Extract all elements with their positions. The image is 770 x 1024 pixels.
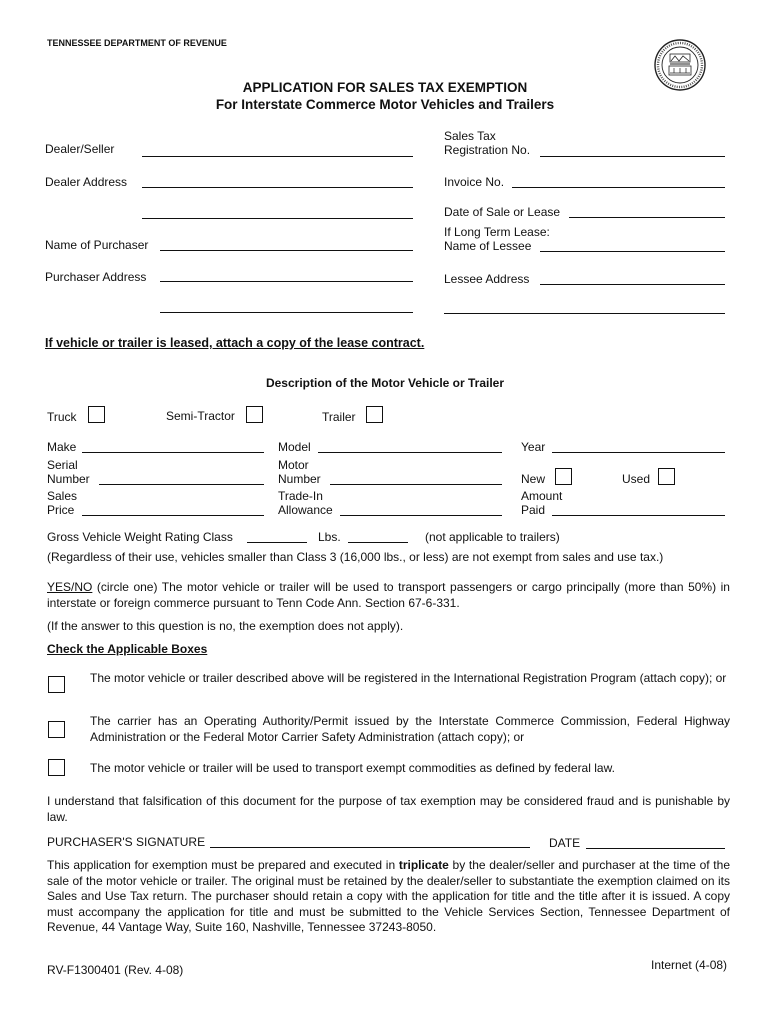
sales-tax-label-2: Registration No. bbox=[444, 143, 531, 157]
year-field[interactable] bbox=[552, 452, 725, 453]
lessee-address-field-2[interactable] bbox=[444, 313, 725, 314]
fraud-notice: I understand that falsification of this document for the purpose of tax exemption may be considered fraud and is punishable by law. bbox=[47, 794, 730, 824]
sales-price-label-1: Sales bbox=[47, 489, 78, 503]
sales-price-label-2: Price bbox=[47, 503, 75, 517]
dealer-address-field-2[interactable] bbox=[142, 218, 413, 219]
trade-in-label-2: Allowance bbox=[278, 503, 333, 517]
instructions-text-1: This application for exemption must be prepared and executed in bbox=[47, 858, 399, 872]
yes-no-label[interactable]: YES/NO bbox=[47, 580, 93, 594]
purchaser-address-field-2[interactable] bbox=[160, 312, 413, 313]
date-label: DATE bbox=[549, 836, 581, 850]
operating-authority-checkbox[interactable] bbox=[48, 721, 65, 738]
lbs-field[interactable] bbox=[348, 542, 408, 543]
department-name: TENNESSEE DEPARTMENT OF REVENUE bbox=[47, 38, 227, 48]
exempt-commodities-checkbox[interactable] bbox=[48, 759, 65, 776]
lessee-address-label: Lessee Address bbox=[444, 272, 530, 286]
dealer-address-field[interactable] bbox=[142, 187, 413, 188]
serial-number-field[interactable] bbox=[99, 484, 264, 485]
new-checkbox[interactable] bbox=[555, 468, 572, 485]
motor-number-field[interactable] bbox=[330, 484, 502, 485]
make-field[interactable] bbox=[82, 452, 264, 453]
trade-in-allowance-field[interactable] bbox=[340, 515, 502, 516]
dealer-seller-label: Dealer/Seller bbox=[45, 142, 115, 156]
date-of-sale-field[interactable] bbox=[569, 217, 725, 218]
instructions-paragraph bbox=[47, 858, 730, 936]
make-label: Make bbox=[47, 440, 77, 454]
serial-label-2: Number bbox=[47, 472, 90, 486]
date-of-sale-label: Date of Sale or Lease bbox=[444, 205, 561, 219]
form-number: RV-F1300401 (Rev. 4-08) bbox=[47, 963, 184, 977]
truck-label: Truck bbox=[47, 410, 77, 424]
trailer-checkbox[interactable] bbox=[366, 406, 383, 423]
check-boxes-heading: Check the Applicable Boxes bbox=[47, 642, 208, 656]
purchaser-address-label: Purchaser Address bbox=[45, 270, 147, 284]
invoice-no-label: Invoice No. bbox=[444, 175, 505, 189]
motor-label-1: Motor bbox=[278, 458, 309, 472]
vehicle-description-heading: Description of the Motor Vehicle or Trailer bbox=[265, 376, 505, 390]
sales-tax-label-1: Sales Tax bbox=[444, 129, 496, 143]
lessee-address-field[interactable] bbox=[540, 284, 725, 285]
irp-checkbox[interactable] bbox=[48, 676, 65, 693]
trade-in-label-1: Trade-In bbox=[278, 489, 323, 503]
model-label: Model bbox=[278, 440, 311, 454]
used-label: Used bbox=[622, 472, 651, 486]
year-label: Year bbox=[521, 440, 546, 454]
sales-price-field[interactable] bbox=[82, 515, 264, 516]
lease-notice: If vehicle or trailer is leased, attach a copy of the lease contract. bbox=[45, 336, 425, 350]
form-subtitle: For Interstate Commerce Motor Vehicles and Trailers bbox=[215, 97, 555, 112]
name-of-lessee-field[interactable] bbox=[540, 251, 725, 252]
new-label: New bbox=[521, 472, 546, 486]
amount-paid-field[interactable] bbox=[552, 515, 725, 516]
amount-paid-label-1: Amount bbox=[521, 489, 563, 503]
yes-no-question bbox=[47, 580, 730, 611]
serial-label-1: Serial bbox=[47, 458, 78, 472]
name-of-purchaser-field[interactable] bbox=[160, 250, 413, 251]
semi-tractor-checkbox[interactable] bbox=[246, 406, 263, 423]
truck-checkbox[interactable] bbox=[88, 406, 105, 423]
name-of-purchaser-label: Name of Purchaser bbox=[45, 238, 149, 252]
form-title: APPLICATION FOR SALES TAX EXEMPTION bbox=[242, 80, 528, 95]
instructions-triplicate: triplicate bbox=[398, 858, 449, 872]
yes-no-text: (circle one) The motor vehicle or trailer will be used to transport passengers or cargo principally (more than 50%) in interstate or foreign commerce pursuant to Tenn Code Ann. Section 67-6-331. bbox=[47, 580, 730, 610]
purchaser-signature-field[interactable] bbox=[210, 847, 530, 848]
amount-paid-label-2: Paid bbox=[521, 503, 546, 517]
irp-option-text: The motor vehicle or trailer described above will be registered in the International Registration Program (attach copy); or bbox=[90, 671, 727, 685]
dealer-seller-field[interactable] bbox=[142, 156, 413, 157]
dealer-address-label: Dealer Address bbox=[45, 175, 128, 189]
motor-label-2: Number bbox=[278, 472, 321, 486]
date-field[interactable] bbox=[586, 848, 725, 849]
exempt-commodities-option-text: The motor vehicle or trailer will be used to transport exempt commodities as defined by federal law. bbox=[90, 761, 615, 775]
gvwr-label: Gross Vehicle Weight Rating Class bbox=[47, 530, 233, 544]
purchaser-address-field[interactable] bbox=[160, 281, 413, 282]
invoice-no-field[interactable] bbox=[512, 187, 725, 188]
gvwr-class-field[interactable] bbox=[247, 542, 307, 543]
yes-no-note: (If the answer to this question is no, the exemption does not apply). bbox=[47, 619, 404, 633]
operating-authority-option-text: The carrier has an Operating Authority/Permit issued by the Interstate Commerce Commission, Federal Highway Administration or the Federal Motor Carrier Safety Administration (attach copy); or bbox=[90, 714, 730, 744]
lbs-label: Lbs. bbox=[318, 530, 341, 544]
class-3-note: (Regardless of their use, vehicles smaller than Class 3 (16,000 lbs., or less) are not exempt from sales and use tax.) bbox=[47, 550, 664, 564]
long-term-lease-label: If Long Term Lease: bbox=[444, 225, 550, 239]
sales-tax-registration-field[interactable] bbox=[540, 156, 725, 157]
instructions-text-2: by the dealer/seller and purchaser at the time of the sale of the motor vehicle or trailer. The original must be retained by the dealer/seller to substantiate the exemption claimed on its Sales and Use Tax return. The purchaser should retain a copy with the application for title and the title after it is issued. A copy must accompany the application for title and must be submitted to the Vehicle Services Section, Tennessee Department of Revenue, 44 Vantage Way, Suite 160, Nashville, Tennessee 37243-8050. bbox=[47, 858, 730, 934]
semi-tractor-label: Semi-Tractor bbox=[166, 409, 235, 423]
used-checkbox[interactable] bbox=[658, 468, 675, 485]
internet-revision: Internet (4-08) bbox=[651, 958, 728, 972]
purchaser-signature-label: PURCHASER'S SIGNATURE bbox=[47, 835, 206, 849]
model-field[interactable] bbox=[318, 452, 502, 453]
not-applicable-note: (not applicable to trailers) bbox=[425, 530, 560, 544]
name-of-lessee-label: Name of Lessee bbox=[444, 239, 532, 253]
trailer-label: Trailer bbox=[322, 410, 356, 424]
